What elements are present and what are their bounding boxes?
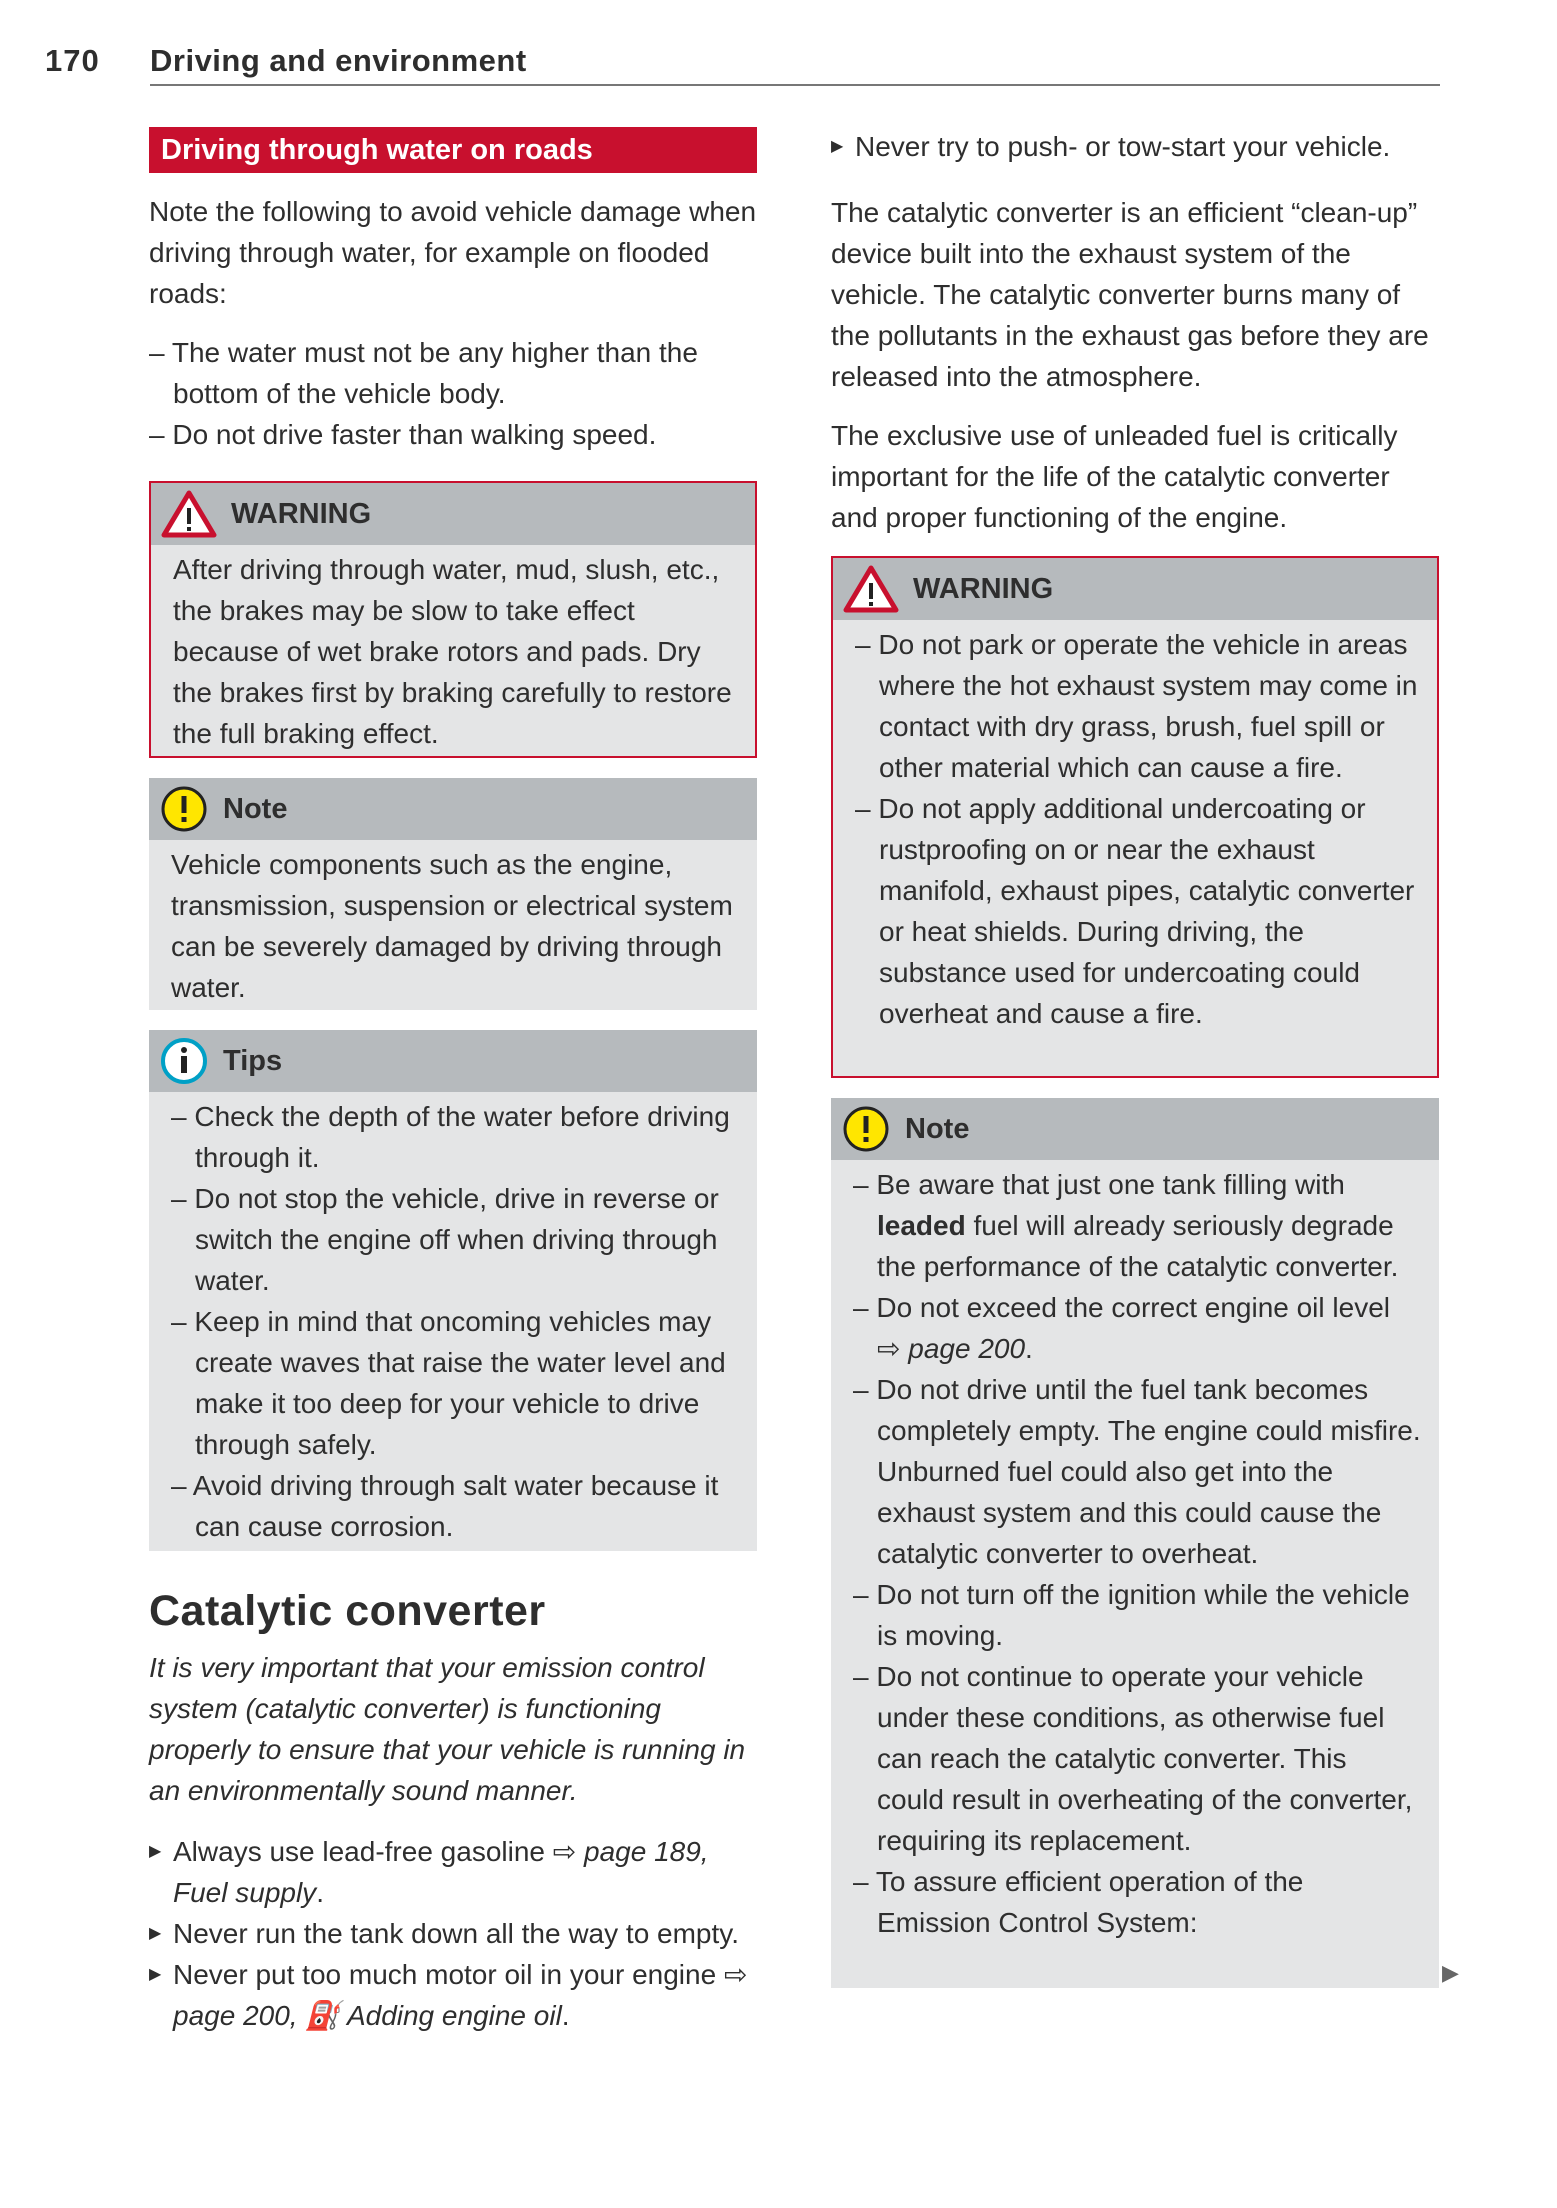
tips-header [149,1030,757,1092]
note-box [149,778,757,1010]
paragraph: The catalytic converter is an efficient “clean-up” device built into the exhaust system of the vehicle. The catalytic converter burns many of the pollutants in the exhaust gas before they are released into the atmosphere. [831,197,1429,392]
bullet-triangle-icon: ▶ [831,138,844,155]
catalytic-section [149,1583,757,2036]
warning-box [831,556,1439,1078]
note-item: – Do not drive until the fuel tank becomes completely empty. The engine could misfire. Unburned fuel could also get into the exhaust system and this could cause the catalytic converter to overheat. [853,1374,1421,1569]
tip-item: – Keep in mind that oncoming vehicles may create waves that raise the water level and make it too deep for your vehicle to drive through safely. [171,1306,726,1460]
note-item: – Do not exceed the correct engine oil level ⇨ page 200. [853,1292,1390,1364]
page-number: 170 [45,43,100,78]
bullet-item: ▶ Never put too much motor oil in your engine ⇨ page 200, ⛽ Adding engine oil. [149,1954,757,2036]
note-item: – To assure efficient operation of the Emission Control System: [853,1866,1304,1938]
page-reference-link[interactable]: page 200, ⛽ Adding engine oil [173,2000,562,2031]
bullet-item: ▶ Never run the tank down all the way to empty. [149,1913,757,1954]
note-title: Note [905,1112,970,1145]
bullet-item: ▶ Never try to push- or tow-start your vehicle. [831,126,1439,167]
note-title: Note [223,792,288,825]
tip-item: – Avoid driving through salt water because it can cause corrosion. [171,1470,719,1542]
exclamation-circle-icon [841,1104,891,1154]
warning-title: WARNING [913,572,1054,605]
header-rule [150,84,1440,86]
rule-item: – The water must not be any higher than the bottom of the vehicle body. [149,337,698,409]
warning-header [833,558,1437,620]
page-reference-link[interactable]: page 200 [908,1333,1026,1364]
exclamation-circle-icon [159,784,209,834]
section-heading: Catalytic converter [149,1587,546,1635]
note-header [149,778,757,840]
continued-arrow-icon: ▶ [1442,1960,1459,1985]
warning-item: – Do not park or operate the vehicle in areas where the hot exhaust system may come in contact with dry grass, brush, fuel spill or other material which can cause a fire. [855,629,1418,783]
tip-item: – Check the depth of the water before driving through it. [171,1101,730,1173]
lead-paragraph: It is very important that your emission control system (catalytic converter) is functioning properly to ensure that your vehicle is running in an environmentally sound manner. [149,1652,746,1806]
note-item: – Do not turn off the ignition while the vehicle is moving. [853,1579,1410,1651]
note-header [831,1098,1439,1160]
bullet-item: ▶ Always use lead-free gasoline ⇨ page 189, Fuel supply. [149,1831,757,1913]
note-item: – Be aware that just one tank filling with leaded fuel will already seriously degrade the performance of the catalytic converter. [853,1169,1399,1282]
bullet-triangle-icon: ▶ [149,1925,162,1942]
paragraph: The exclusive use of unleaded fuel is critically important for the life of the catalytic converter and proper functioning of the engine. [831,420,1398,533]
tips-box [149,1030,757,1551]
section-title: Driving through water on roads [149,127,757,173]
warning-text: After driving through water, mud, slush, etc., the brakes may be slow to take effect because of wet brake rotors and pads. Dry the brakes first by braking carefully to restore the full braking effect. [173,554,732,749]
chapter-title: Driving and environment [150,43,527,78]
left-column [149,127,757,455]
warning-box [149,481,757,758]
bullet-triangle-icon: ▶ [149,1843,162,1860]
warning-title: WARNING [231,497,372,530]
warning-triangle-icon [161,490,217,538]
bullet-triangle-icon: ▶ [149,1966,162,1983]
info-circle-icon [159,1036,209,1086]
page-reference-link[interactable]: page 189, Fuel supply [173,1836,709,1908]
note-item: – Do not continue to operate your vehicle under these conditions, as otherwise fuel can reach the catalytic converter. This could result in overheating of the converter, requiring its replacement. [853,1661,1413,1856]
tips-title: Tips [223,1044,283,1077]
right-column [831,126,1439,538]
tip-item: – Do not stop the vehicle, drive in reverse or switch the engine off when driving through water. [171,1183,719,1296]
note-text: Vehicle components such as the engine, transmission, suspension or electrical system can be severely damaged by driving through water. [171,849,733,1003]
note-box [831,1098,1439,1988]
warning-header [151,483,755,545]
rule-item: – Do not drive faster than walking speed. [149,419,657,450]
warning-item: – Do not apply additional undercoating or rustproofing on or near the exhaust manifold, exhaust pipes, catalytic converter or heat shields. During driving, the substance used for undercoating could overheat and cause a fire. [855,793,1415,1029]
intro-paragraph: Note the following to avoid vehicle damage when driving through water, for example on flooded roads: [149,196,757,309]
warning-triangle-icon [843,565,899,613]
